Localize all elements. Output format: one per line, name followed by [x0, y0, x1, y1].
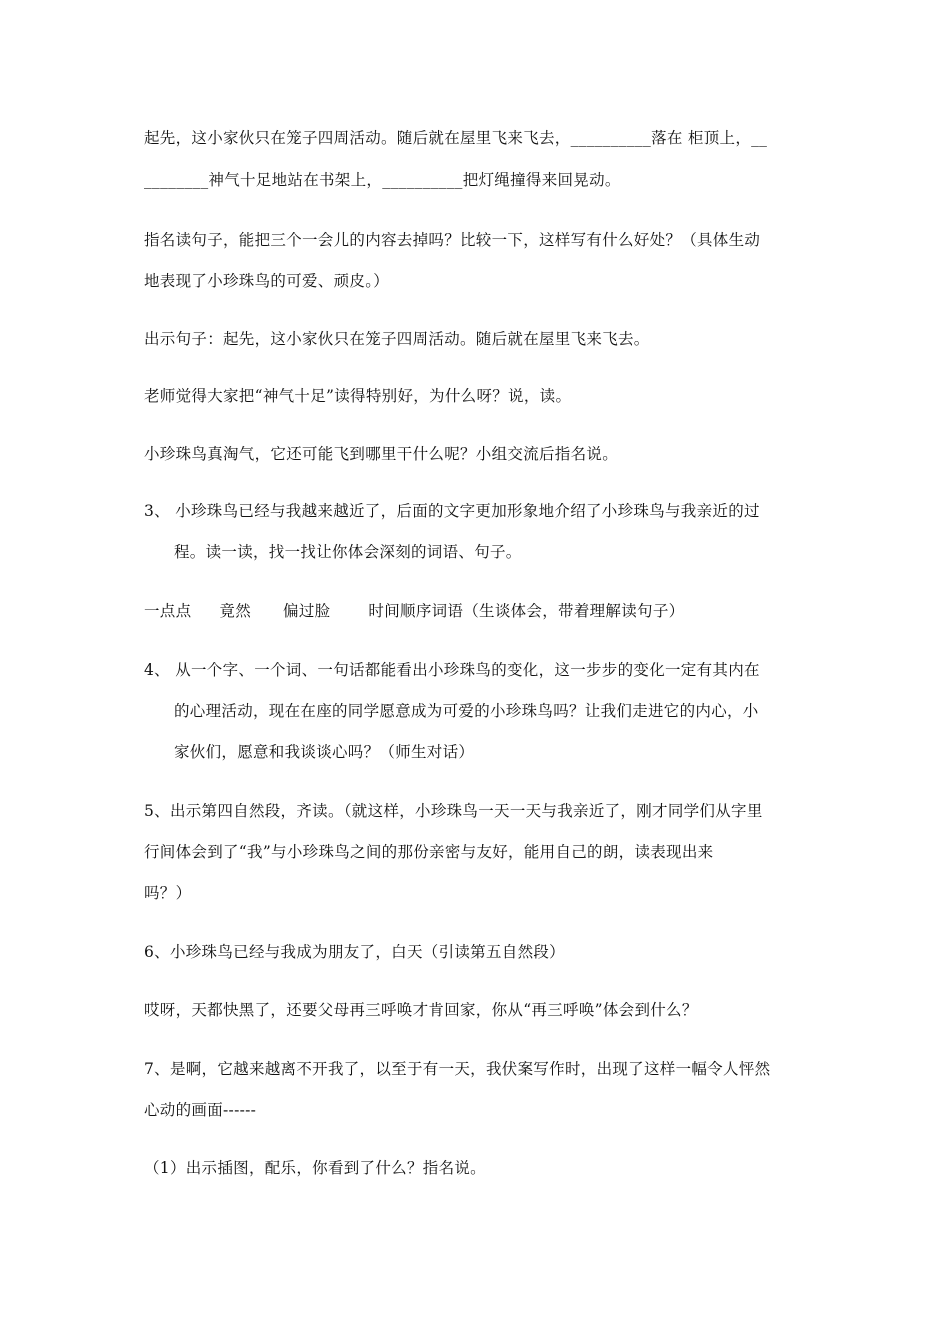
list-item-4-line-1: 4、 从一个字、一个词、一句话都能看出小珍珠鸟的变化，这一步步的变化一定有其内在	[144, 661, 760, 679]
paragraph-line-8: 哎呀，天都快黑了，还要父母再三呼唤才肯回家，你从“再三呼唤”体会到什么？	[144, 1001, 698, 1019]
paragraph-line-1: 起先，这小家伙只在笼子四周活动。随后就在屋里飞来飞去，__________落在 柜顶上，__	[144, 129, 768, 147]
sub-item-1: （1）出示插图，配乐，你看到了什么？指名说。	[144, 1159, 486, 1177]
paragraph-line-5: 出示句子：起先，这小家伙只在笼子四周活动。随后就在屋里飞来飞去。	[144, 330, 650, 348]
list-item-6: 6、小珍珠鸟已经与我成为朋友了，白天（引读第五自然段）	[144, 943, 565, 961]
list-item-3-line-2: 程。读一读，找一找让你体会深刻的词语、句子。	[174, 543, 522, 561]
paragraph-line-3: 指名读句子，能把三个一会儿的内容去掉吗？比较一下，这样写有什么好处？（具体生动	[144, 231, 761, 249]
word-list-item-3: 偏过脸	[283, 602, 331, 620]
list-item-7-line-2: 心动的画面------	[144, 1101, 257, 1119]
paragraph-line-6: 老师觉得大家把“神气十足”读得特别好，为什么呀？说，读。	[144, 387, 572, 405]
list-item-5-line-1: 5、出示第四自然段，齐读。（就这样，小珍珠鸟一天一天与我亲近了，刚才同学们从字里	[144, 802, 763, 820]
paragraph-line-4: 地表现了小珍珠鸟的可爱、顽皮。）	[144, 272, 390, 290]
word-list-item-4: 时间顺序词语（生谈体会，带着理解读句子）	[368, 602, 685, 620]
word-list	[144, 601, 684, 621]
word-list-item-1: 一点点	[144, 602, 192, 620]
list-item-3-line-1: 3、 小珍珠鸟已经与我越来越近了，后面的文字更加形象地介绍了小珍珠鸟与我亲近的过	[144, 502, 760, 520]
list-item-4-line-3: 家伙们，愿意和我谈谈心吗？（师生对话）	[174, 743, 475, 761]
list-item-5-line-3: 吗？）	[144, 884, 192, 902]
word-list-item-2: 竟然	[219, 602, 252, 620]
paragraph-line-7: 小珍珠鸟真淘气，它还可能飞到哪里干什么呢？小组交流后指名说。	[144, 445, 619, 463]
list-item-5-line-2: 行间体会到了“我”与小珍珠鸟之间的那份亲密与友好，能用自己的朗，读表现出来	[144, 843, 714, 861]
list-item-7-line-1: 7、是啊，它越来越离不开我了，以至于有一天，我伏案写作时，出现了这样一幅令人怦然	[144, 1060, 771, 1078]
list-item-4-line-2: 的心理活动，现在在座的同学愿意成为可爱的小珍珠鸟吗？让我们走进它的内心，小	[174, 702, 759, 720]
paragraph-line-2: ________神气十足地站在书架上，__________把灯绳撞得来回晃动。	[144, 171, 621, 189]
